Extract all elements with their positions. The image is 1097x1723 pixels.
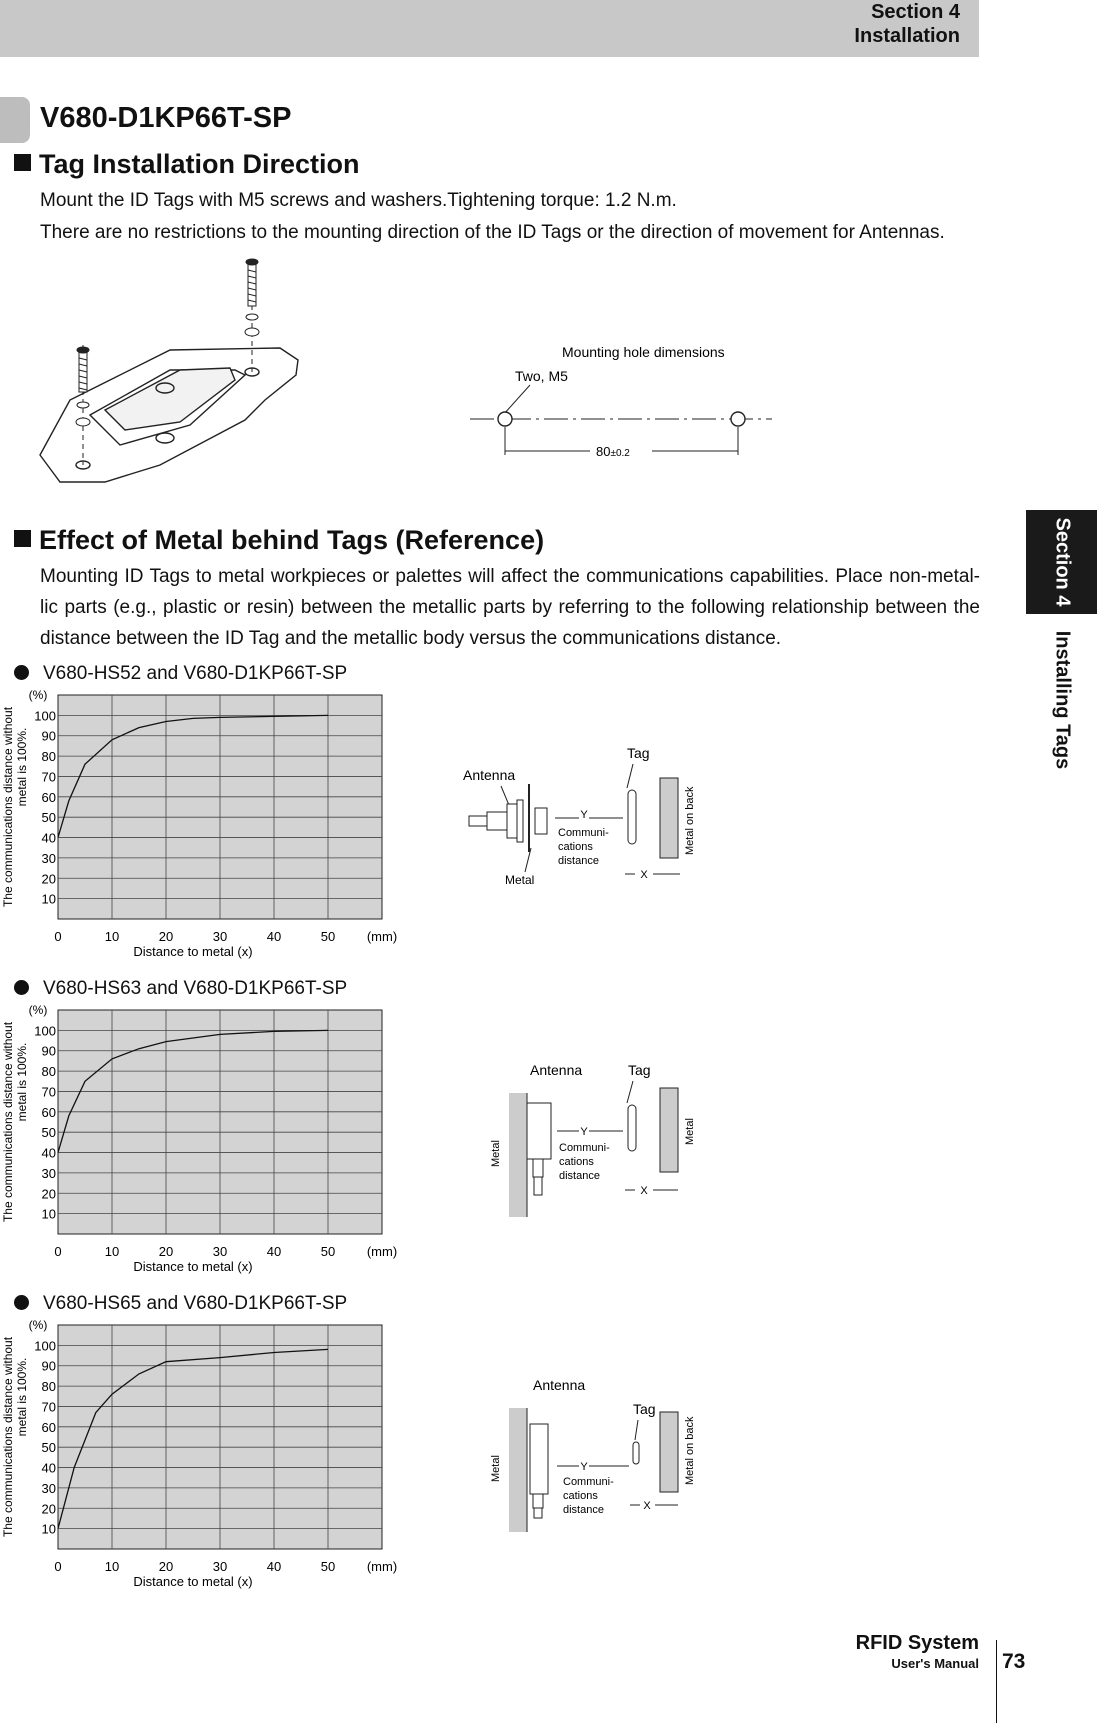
metal-plate-drawing [660, 778, 678, 858]
comm-label-1: Communi- [559, 1142, 610, 1154]
square-bullet-icon [14, 530, 31, 547]
y-tick-label: 90 [41, 1358, 56, 1374]
x-axis-label: Distance to metal (x) [133, 1259, 253, 1274]
hole-dim-value: 80±0.2 [596, 444, 630, 459]
chart3-caption: V680-HS65 and V680-D1KP66T-SP [14, 1293, 347, 1315]
metal-label: Metal [490, 1140, 502, 1167]
y-axis-label-line2: metal is 100%. [15, 727, 29, 807]
x-axis-label: Distance to metal (x) [133, 944, 253, 959]
y-axis-label-line1: The communications distance without [1, 1021, 15, 1223]
tag-install-line2: There are no restrictions to the mounting direction of the ID Tags or the direction of movement for Antennas. [40, 222, 945, 243]
x-unit-label: (mm) [366, 929, 398, 944]
antenna-label: Antenna [533, 1377, 586, 1393]
comm-label-3: distance [558, 855, 599, 867]
x-tick-label: 30 [212, 929, 228, 944]
x-axis-label: Distance to metal (x) [133, 1574, 253, 1589]
y-tick-label: 40 [41, 1460, 56, 1476]
heading-tag-installation [14, 149, 360, 180]
y-axis-label-line2: metal is 100%. [15, 1357, 29, 1437]
hole-label: Two, M5 [515, 368, 568, 384]
x-tick-label: 10 [104, 929, 120, 944]
metal-plate-drawing [660, 1412, 678, 1492]
metal-wall-drawing [509, 1408, 527, 1532]
bullet-dot-icon [14, 1295, 29, 1310]
side-tab-section-label: Section 4 [1051, 517, 1073, 607]
x-tick-label: 0 [54, 1559, 62, 1574]
y-tick-label: 30 [41, 1165, 56, 1181]
y-label: Y [580, 809, 588, 821]
tag-label: Tag [633, 1401, 656, 1417]
side-tab-topic-label: Installing Tags [1051, 630, 1073, 770]
y-tick-label: 70 [41, 1399, 56, 1415]
x-label: X [640, 1185, 648, 1197]
y-unit-label: (%) [28, 1318, 48, 1332]
setup-diagram-3 [490, 1370, 715, 1545]
hole-leader-line [503, 385, 530, 415]
x-tick-label: 20 [158, 929, 174, 944]
antenna-label: Antenna [530, 1062, 583, 1078]
x-tick-label: 50 [320, 1559, 336, 1574]
x-tick-label: 30 [212, 1244, 228, 1259]
x-tick-label: 10 [104, 1559, 120, 1574]
x-unit-label: (mm) [366, 1559, 398, 1574]
y-tick-label: 30 [41, 1480, 56, 1496]
antenna-hs52-drawing [469, 784, 547, 852]
hole-title: Mounting hole dimensions [562, 344, 725, 360]
metal-plate-drawing [660, 1088, 678, 1172]
heading-metal-effect [14, 525, 544, 556]
x-tick-label: 20 [158, 1244, 174, 1259]
y-tick-label: 80 [41, 749, 56, 765]
comm-label-2: cations [563, 1490, 598, 1502]
y-label: Y [580, 1461, 588, 1473]
y-tick-label: 20 [41, 1501, 56, 1517]
y-tick-label: 10 [41, 891, 56, 907]
hole-right-circle [731, 412, 745, 426]
y-tick-label: 60 [41, 1419, 56, 1435]
metal-effect-paragraph: Mounting ID Tags to metal workpieces or palettes will affect the communications capabilities. Place non-metal-lic parts (e.g., plastic or resin) between the metallic parts by referring to the following relationship between the distance between the ID Tag and the metallic body versus the communications distance. [40, 566, 980, 649]
tag-label: Tag [627, 745, 650, 761]
x-tick-label: 40 [266, 1244, 282, 1259]
metal-on-back-label: Metal on back [684, 1416, 696, 1485]
x-tick-label: 20 [158, 1559, 174, 1574]
comm-label-1: Communi- [563, 1476, 614, 1488]
y-tick-label: 80 [41, 1064, 56, 1080]
antenna-hs63-drawing [527, 1093, 551, 1217]
footer-divider [996, 1640, 997, 1723]
chart2-caption: V680-HS63 and V680-D1KP66T-SP [14, 978, 347, 1000]
y-tick-label: 90 [41, 728, 56, 744]
y-label: Y [580, 1126, 588, 1138]
title-tab-marker [0, 97, 30, 143]
y-tick-label: 50 [41, 810, 56, 826]
x-label: X [643, 1500, 651, 1512]
metal-label: Metal [505, 873, 535, 887]
header-section [660, 0, 960, 48]
metal-label: Metal [490, 1455, 502, 1482]
heading-tag-installation-text: Tag Installation Direction [39, 149, 360, 179]
y-tick-label: 40 [41, 1145, 56, 1161]
y-tick-label: 10 [41, 1206, 56, 1222]
y-tick-label: 50 [41, 1440, 56, 1456]
x-tick-label: 0 [54, 929, 62, 944]
y-axis-label-line2: metal is 100%. [15, 1042, 29, 1122]
chart3 [0, 1316, 410, 1606]
hole-left-circle [498, 412, 512, 426]
antenna-hs65-drawing [527, 1408, 548, 1532]
y-unit-label: (%) [28, 688, 48, 702]
comm-label-2: cations [558, 841, 593, 853]
square-bullet-icon [14, 154, 31, 171]
page-number: 73 [1002, 1650, 1026, 1673]
x-tick-label: 0 [54, 1244, 62, 1259]
mounting-hole-drawing [460, 335, 790, 465]
y-axis-label-line1: The communications distance without [1, 706, 15, 908]
y-tick-label: 10 [41, 1521, 56, 1537]
tag-mounting-drawing [30, 250, 320, 500]
chart1 [0, 686, 410, 976]
tag-drawing [628, 790, 636, 844]
y-tick-label: 80 [41, 1379, 56, 1395]
comm-label-1: Communi- [558, 827, 609, 839]
page-title: V680-D1KP66T-SP [40, 102, 292, 134]
y-tick-label: 70 [41, 1084, 56, 1100]
bullet-dot-icon [14, 665, 29, 680]
footer-title: RFID System [855, 1632, 979, 1654]
y-tick-label: 100 [34, 1338, 56, 1354]
y-tick-label: 60 [41, 1104, 56, 1120]
header-subsection-label: Installation [854, 25, 960, 47]
y-tick-label: 70 [41, 769, 56, 785]
x-unit-label: (mm) [366, 1244, 398, 1259]
y-tick-label: 20 [41, 871, 56, 887]
y-tick-label: 40 [41, 830, 56, 846]
x-tick-label: 50 [320, 1244, 336, 1259]
x-tick-label: 50 [320, 929, 336, 944]
y-tick-label: 30 [41, 850, 56, 866]
setup-diagram-1 [455, 740, 715, 900]
y-tick-label: 20 [41, 1186, 56, 1202]
metal-wall-drawing [509, 1093, 527, 1217]
setup-diagram-2 [490, 1055, 715, 1230]
comm-label-3: distance [563, 1504, 604, 1516]
header-section-label: Section 4 [871, 1, 960, 23]
x-tick-label: 30 [212, 1559, 228, 1574]
y-axis-label-line1: The communications distance without [1, 1336, 15, 1538]
comm-label-3: distance [559, 1170, 600, 1182]
y-tick-label: 100 [34, 708, 56, 724]
antenna-label: Antenna [463, 767, 516, 783]
x-tick-label: 40 [266, 1559, 282, 1574]
side-tab-topic [1026, 620, 1097, 780]
chart2 [0, 1001, 410, 1291]
tag-drawing [633, 1442, 639, 1464]
x-tick-label: 40 [266, 929, 282, 944]
y-tick-label: 60 [41, 789, 56, 805]
comm-label-2: cations [559, 1156, 594, 1168]
y-tick-label: 90 [41, 1043, 56, 1059]
side-tab-section [1026, 510, 1097, 614]
bullet-dot-icon [14, 980, 29, 995]
tag-label: Tag [628, 1062, 651, 1078]
heading-metal-effect-text: Effect of Metal behind Tags (Reference) [39, 525, 545, 555]
x-tick-label: 10 [104, 1244, 120, 1259]
chart1-caption: V680-HS52 and V680-D1KP66T-SP [14, 663, 347, 685]
x-label: X [640, 869, 648, 881]
y-unit-label: (%) [28, 1003, 48, 1017]
metal-label-right: Metal [684, 1118, 696, 1145]
tag-drawing [628, 1105, 636, 1151]
footer-subtitle: User's Manual [891, 1656, 979, 1671]
y-tick-label: 50 [41, 1125, 56, 1141]
y-tick-label: 100 [34, 1023, 56, 1039]
metal-on-back-label: Metal on back [684, 786, 696, 855]
tag-install-line1: Mount the ID Tags with M5 screws and washers.Tightening torque: 1.2 N.m. [40, 190, 677, 211]
